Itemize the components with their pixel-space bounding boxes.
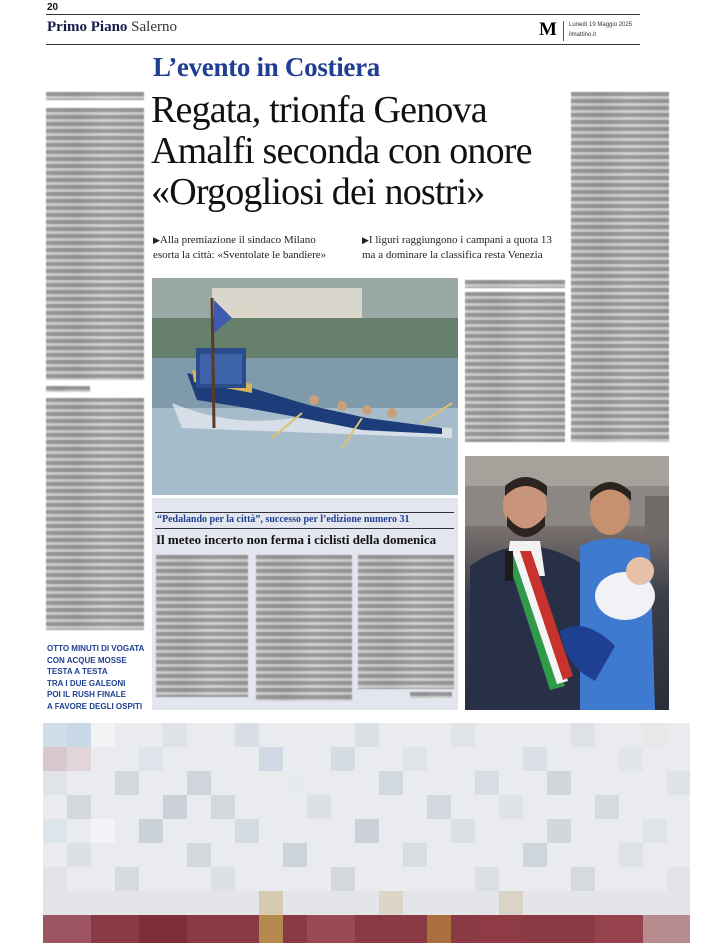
- top-rule: [46, 14, 640, 15]
- left-column-text: [46, 108, 144, 380]
- masthead-date: Lunedì 19 Maggio 2025: [569, 22, 633, 28]
- section-label: [47, 19, 177, 36]
- box-byline: [410, 692, 452, 698]
- masthead-logo: M: [539, 19, 557, 40]
- caption-line: OTTO MINUTI DI VOGATA: [47, 644, 145, 653]
- masthead-separator: [563, 21, 564, 41]
- header-bottom-rule: [46, 44, 640, 45]
- box-kicker: “Pedalando per la città”, successo per l’edizione numero 31: [157, 514, 410, 525]
- box-column-text: [156, 555, 248, 697]
- caption-line: POI IL RUSH FINALE: [47, 690, 126, 700]
- middle-right-column-text: [465, 292, 565, 442]
- box-middle-rule: [155, 528, 454, 529]
- box-top-rule: [155, 512, 454, 513]
- headline-line: «Orgogliosi dei nostri»: [151, 171, 485, 213]
- rowing-galleon-photo-icon: [152, 278, 458, 495]
- masthead-url: ilmattino.it: [569, 32, 597, 38]
- deck-line: I liguri raggiungono i campani a quota 13: [368, 234, 552, 246]
- article-kicker: L’evento in Costiera: [153, 52, 380, 82]
- mayor-photo-drawing: [465, 456, 669, 710]
- mayor-celebration-photo-icon: [465, 456, 669, 710]
- triangle-bullet-icon: ▶: [362, 235, 369, 245]
- photo-caption: [47, 643, 147, 713]
- box-title: Il meteo incerto non ferma i ciclisti della domenica: [156, 532, 437, 547]
- headline-line: Amalfi seconda con onore: [151, 130, 532, 172]
- box-column-text: [256, 555, 352, 701]
- deck-line: Alla premiazione il sindaco Milano: [159, 234, 316, 246]
- article-headline: [151, 90, 571, 213]
- page-number: 20: [47, 2, 59, 13]
- caption-line: CON ACQUE MOSSE: [47, 655, 127, 665]
- left-column-text: [46, 386, 90, 392]
- box-column-text: [358, 555, 454, 689]
- caption-line: TESTA A TESTA: [47, 667, 108, 677]
- left-column-text: [46, 398, 144, 630]
- deck-left: [153, 233, 363, 263]
- boat-photo-drawing: [152, 278, 458, 495]
- deck-right: [362, 233, 572, 263]
- headline-line: Regata, trionfa Genova: [151, 89, 487, 131]
- caption-line: A FAVORE DEGLI OSPITI: [47, 701, 143, 711]
- blurred-advertisement-icon: [43, 723, 690, 943]
- deck-line: ma a dominare la classifica resta Venezia: [362, 249, 543, 261]
- left-column-text: [46, 92, 144, 100]
- section-sub: Salerno: [131, 19, 177, 35]
- deck-line: esorta la città: «Sventolate le bandiere»: [153, 249, 327, 261]
- right-column-text: [571, 92, 669, 442]
- advertisement-mosaic: [43, 723, 690, 943]
- triangle-bullet-icon: ▶: [153, 235, 160, 245]
- caption-line: TRA I DUE GALEONI: [47, 678, 126, 688]
- middle-right-column-text: [465, 280, 565, 288]
- section-main: Primo Piano: [47, 19, 128, 35]
